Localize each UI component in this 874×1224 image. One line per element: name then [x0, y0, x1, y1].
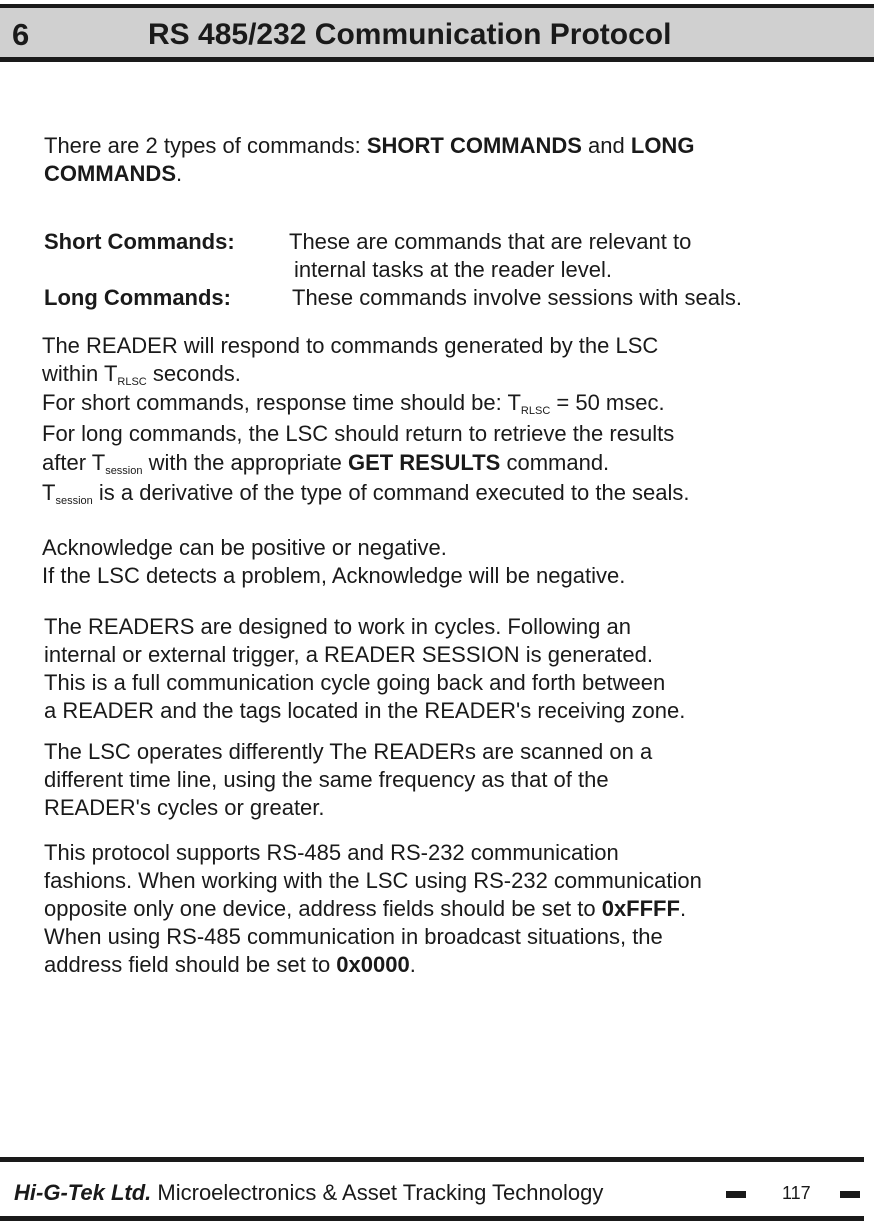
protocol-line-4: When using RS-485 communication in broadcast situations, the [44, 924, 663, 949]
acknowledge-line-2: If the LSC detects a problem, Acknowledge will be negative. [42, 563, 626, 588]
protocol-line-2: fashions. When working with the LSC using RS-232 communication [44, 868, 702, 893]
cycles-line-2: internal or external trigger, a READER SESSION is generated. [44, 642, 653, 667]
short-commands-text-1: These are commands that are relevant to [289, 229, 692, 254]
protocol-line-3: opposite only one device, address fields should be set to 0xFFFF. [44, 896, 687, 921]
timing-line-1: The READER will respond to commands generated by the LSC [42, 333, 659, 358]
timing-line-4: For long commands, the LSC should return to retrieve the results [42, 421, 675, 446]
company-name: Hi-G-Tek Ltd. [14, 1180, 152, 1205]
short-commands-label: Short Commands: [44, 229, 235, 254]
acknowledge-line-1: Acknowledge can be positive or negative. [42, 535, 447, 560]
timing-line-5: after $T_{session}$ with the appropriate GET RESULTS command. [42, 450, 610, 477]
cycles-line-3: This is a full communication cycle going back and forth between [44, 670, 666, 695]
footer-company [14, 1180, 603, 1206]
lsc-line-3: READER's cycles or greater. [44, 795, 325, 820]
footer-top-rule [0, 1157, 864, 1162]
footer-marker-right [840, 1191, 860, 1198]
short-commands-text-2: internal tasks at the reader level. [294, 257, 612, 282]
cycles-line-1: The READERS are designed to work in cycles. Following an [44, 614, 631, 639]
timing-line-3: For short commands, response time should be: $T_{RLSC} = 50$ msec. [42, 390, 665, 417]
protocol-line-5: address field should be set to 0x0000. [44, 952, 416, 977]
footer-bottom-rule [0, 1216, 864, 1221]
timing-line-6: $T_{session}$ is a derivative of the type of command executed to the seals. [42, 480, 690, 507]
section-title: RS 485/232 Communication Protocol [148, 18, 672, 51]
lsc-line-1: The LSC operates differently The READERs are scanned on a [44, 739, 653, 764]
footer-marker-left [726, 1191, 746, 1198]
section-number: 6 [12, 17, 30, 52]
timing-line-2: within $T_{RLSC}$ seconds. [42, 361, 241, 388]
long-commands-text: These commands involve sessions with seals. [292, 285, 742, 310]
intro-line-2: COMMANDS. [44, 161, 183, 186]
page-number: 117 [782, 1183, 811, 1203]
long-commands-label: Long Commands: [44, 285, 231, 310]
cycles-line-4: a READER and the tags located in the READER's receiving zone. [44, 698, 686, 723]
intro-line-1: There are 2 types of commands: SHORT COMMANDS and LONG [44, 133, 695, 158]
company-tagline: Microelectronics & Asset Tracking Technology [151, 1180, 604, 1205]
section-header [0, 4, 874, 62]
lsc-line-2: different time line, using the same frequency as that of the [44, 767, 609, 792]
protocol-line-1: This protocol supports RS-485 and RS-232 communication [44, 840, 619, 865]
